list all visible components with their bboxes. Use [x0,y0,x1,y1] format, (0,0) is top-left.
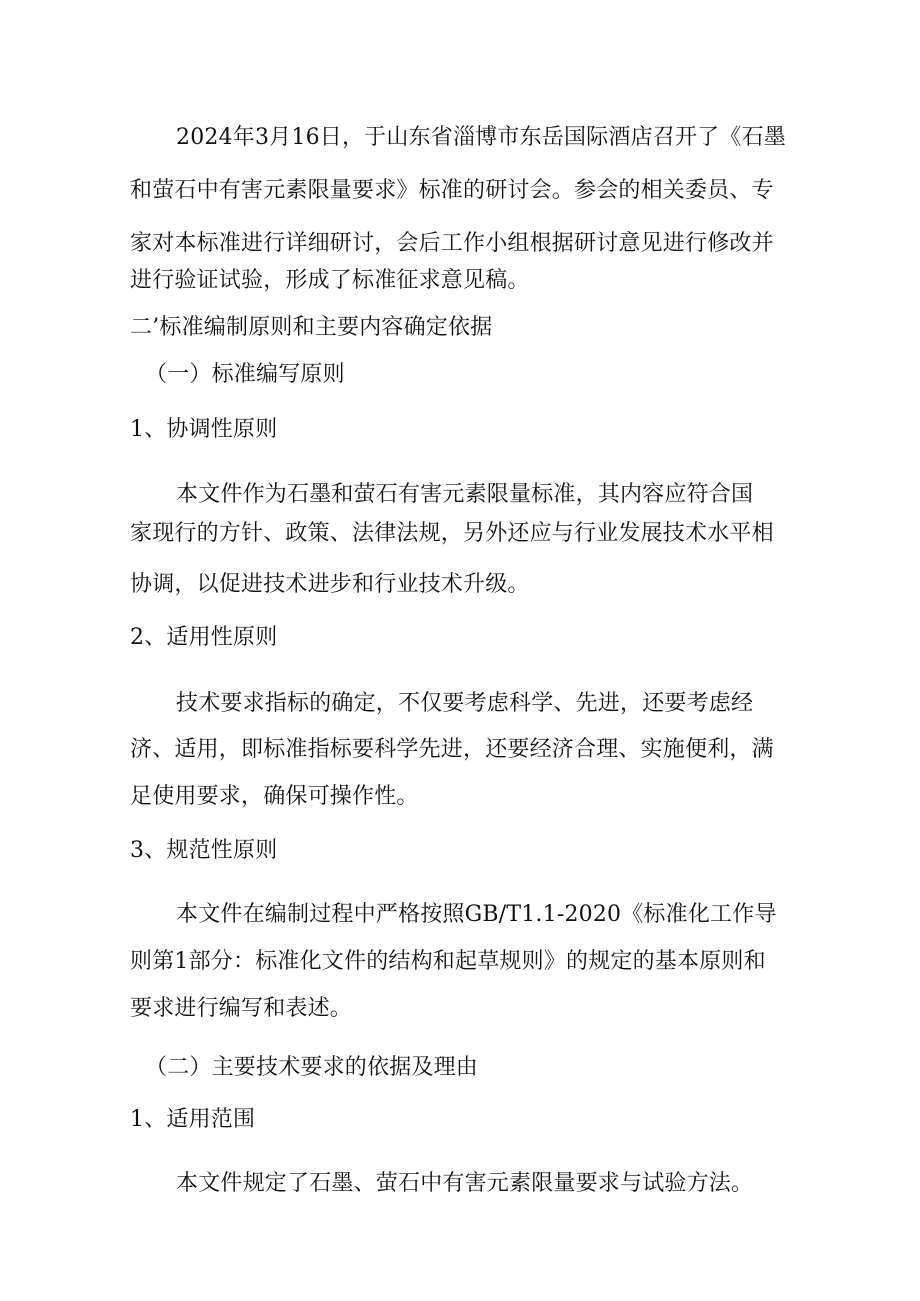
item-1-heading: 1、协调性原则 [130,417,278,442]
subsection-2-heading: （二）主要技术要求的依据及理由 [145,1055,479,1080]
item-3-body-line-2: 则第1部分：标准化文件的结构和起草规则》的规定的基本原则和 [130,949,766,974]
section-2-heading: 二’标准编制原则和主要内容确定依据 [130,315,493,340]
paragraph-1-line-1: 2024年3月16日，于山东省淄博市东岳国际酒店召开了《石墨 [176,125,786,150]
item-2-heading: 2、适用性原则 [130,625,278,650]
item-4-body-line-1: 本文件规定了石墨、萤石中有害元素限量要求与试验方法。 [176,1171,754,1196]
paragraph-1-line-2: 和萤石中有害元素限量要求》标准的研讨会。参会的相关委员、专 [130,178,774,203]
item-1-body-line-2: 家现行的方针、政策、法律法规，另外还应与行业发展技术水平相 [130,521,774,546]
item-3-heading: 3、规范性原则 [130,838,278,863]
item-1-body-line-1: 本文件作为石墨和萤石有害元素限量标准，其内容应符合国 [176,482,754,507]
item-1-body-line-3: 协调，以促进技术进步和行业技术升级。 [130,572,530,597]
paragraph-1-line-4: 进行验证试验，形成了标准征求意见稿。 [130,268,530,293]
item-4-heading: 1、适用范围 [130,1107,256,1132]
subsection-1-heading: （一）标准编写原则 [145,362,345,387]
item-2-body-line-2: 济、适用，即标准指标要科学先进，还要经济合理、实施便利，满 [130,737,774,762]
paragraph-1-line-3: 家对本标准进行详细研讨，会后工作小组根据研讨意见进行修改并 [130,231,774,256]
item-3-body-line-3: 要求进行编写和表述。 [130,996,353,1021]
item-2-body-line-3: 足使用要求，确保可操作性。 [130,784,419,809]
item-2-body-line-1: 技术要求指标的确定，不仅要考虑科学、先进，还要考虑经 [176,691,754,716]
item-3-body-line-1: 本文件在编制过程中严格按照GB/T1.1-2020《标准化工作导 [176,902,777,927]
